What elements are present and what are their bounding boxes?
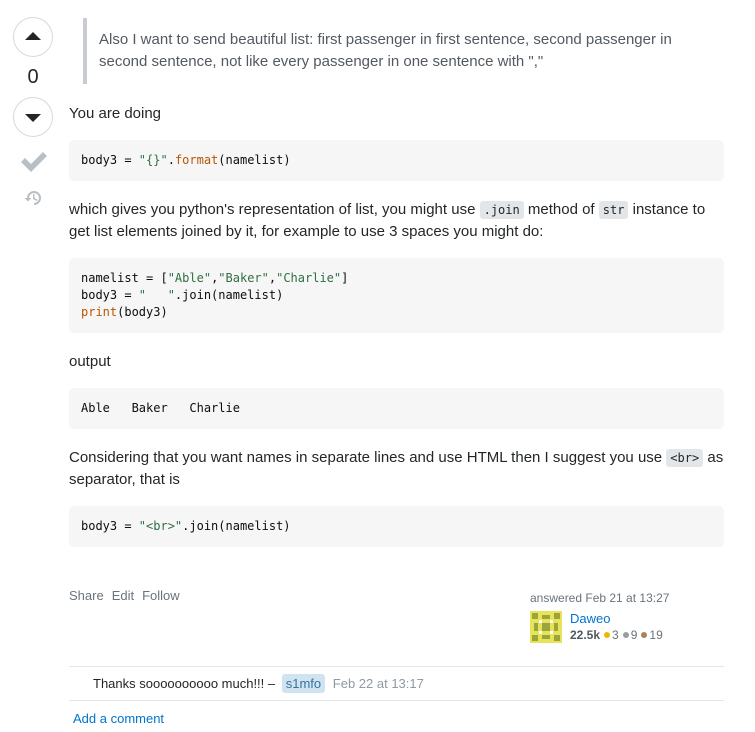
code-text: (body3) bbox=[117, 305, 168, 319]
code-string: "{}" bbox=[138, 153, 168, 167]
downvote-button[interactable] bbox=[13, 97, 53, 137]
avatar[interactable] bbox=[530, 611, 562, 643]
code-text: . bbox=[167, 153, 175, 167]
code-text: body3 = bbox=[81, 153, 139, 167]
code-keyword: format bbox=[174, 153, 219, 167]
inline-code-br: <br> bbox=[666, 449, 703, 467]
user-signature bbox=[530, 591, 720, 643]
arrow-down-icon bbox=[24, 108, 42, 126]
add-comment-link[interactable]: Add a comment bbox=[73, 711, 165, 726]
code-keyword: print bbox=[81, 305, 118, 319]
follow-link[interactable]: Follow bbox=[142, 588, 180, 603]
text: instance to get list elements joined by it, for example to use 3 spaces you might do: bbox=[69, 201, 706, 240]
share-link[interactable]: Share bbox=[69, 588, 104, 603]
history-icon[interactable] bbox=[23, 188, 43, 213]
gold-badge-icon bbox=[604, 632, 610, 638]
code-block-output: Able Baker Charlie bbox=[69, 388, 724, 429]
code-text: ] bbox=[341, 271, 349, 285]
arrow-up-icon bbox=[24, 28, 42, 46]
vote-count: 0 bbox=[27, 66, 39, 88]
comment-text: Thanks soooooooooo much!!! – bbox=[93, 676, 276, 691]
code-string: "Able" bbox=[167, 271, 212, 285]
code-string: "<br>" bbox=[138, 519, 183, 533]
bronze-badge-icon bbox=[641, 632, 647, 638]
blockquote: Also I want to send beautiful list: first passenger in first sentence, second passenger in second sentence, not like every passenger in one sentence with "," bbox=[83, 18, 705, 84]
code-text: , bbox=[268, 271, 277, 285]
reputation-line bbox=[570, 628, 663, 642]
text: Considering that you want names in separate lines and use HTML then I suggest you use bbox=[69, 449, 667, 466]
vote-column bbox=[12, 17, 54, 213]
upvote-button[interactable] bbox=[13, 17, 53, 57]
code-text: body3 = bbox=[81, 288, 139, 302]
answered-timestamp[interactable]: answered Feb 21 at 13:27 bbox=[530, 591, 670, 605]
code-text: namelist = [ bbox=[81, 271, 168, 285]
code-text: , bbox=[211, 271, 219, 285]
gold-badge-count: 3 bbox=[612, 628, 619, 642]
comment-date[interactable]: Feb 22 at 13:17 bbox=[332, 676, 424, 691]
paragraph-output: output bbox=[69, 353, 111, 370]
edit-link[interactable]: Edit bbox=[111, 588, 135, 603]
code-block-br bbox=[69, 506, 724, 547]
code-text: .join(namelist) bbox=[174, 288, 284, 302]
inline-code-str: str bbox=[599, 201, 629, 219]
reputation-score: 22.5k bbox=[570, 628, 601, 642]
answer-body bbox=[69, 18, 724, 547]
text: method of bbox=[523, 201, 599, 218]
code-block-join-example bbox=[69, 258, 724, 333]
text: which gives you python's representation of list, you might use bbox=[69, 201, 480, 218]
silver-badge-count: 9 bbox=[630, 628, 638, 642]
comment-user-link[interactable]: s1mfo bbox=[282, 674, 325, 693]
code-text: body3 = bbox=[81, 519, 139, 533]
post-menu bbox=[69, 588, 188, 603]
code-string: " " bbox=[138, 288, 175, 302]
paragraph-br-suggestion bbox=[69, 447, 724, 491]
accept-check-icon[interactable] bbox=[19, 149, 47, 180]
paragraph-intro: You are doing bbox=[69, 105, 162, 122]
inline-code-join: .join bbox=[480, 201, 524, 219]
code-text: .join(namelist) bbox=[182, 519, 291, 533]
comments-list bbox=[69, 666, 724, 701]
code-string: "Charlie" bbox=[276, 271, 342, 285]
bronze-badge-count: 19 bbox=[649, 628, 663, 642]
user-name-link[interactable]: Daweo bbox=[570, 611, 611, 626]
silver-badge-icon bbox=[623, 632, 629, 638]
text: as separator, that is bbox=[69, 449, 724, 488]
code-string: "Baker" bbox=[218, 271, 269, 285]
paragraph-join-explanation bbox=[69, 199, 724, 243]
comment-item bbox=[69, 667, 724, 701]
code-block-format bbox=[69, 140, 724, 181]
code-text: (namelist) bbox=[218, 153, 291, 167]
